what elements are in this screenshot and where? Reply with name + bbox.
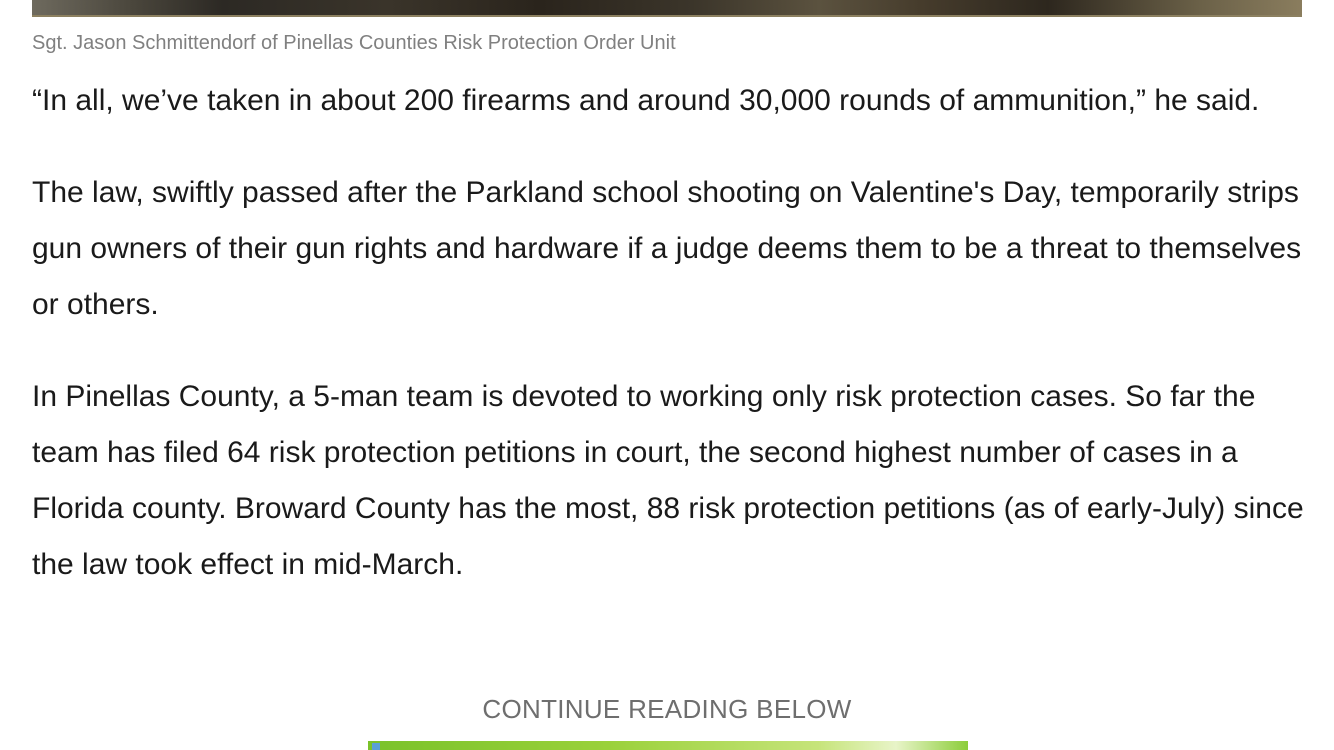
article-photo bbox=[32, 0, 1302, 17]
ad-choices-icon[interactable] bbox=[372, 743, 380, 750]
continue-reading-label: CONTINUE READING BELOW bbox=[482, 694, 852, 724]
photo-caption: Sgt. Jason Schmittendorf of Pinellas Counties Risk Protection Order Unit bbox=[32, 32, 676, 54]
article-paragraph: “In all, we’ve taken in about 200 firearms and around 30,000 rounds of ammunition,” he said. bbox=[32, 84, 1260, 117]
article-paragraph: In Pinellas County, a 5-man team is devoted to working only risk protection cases. So far the team has filed 64 risk protection petitions in court, the second highest number of cases in a Florida county. Broward County has the most, 88 risk protection petitions (as of early-July) since the law took effect in mid-March. bbox=[32, 380, 1304, 581]
advertisement-banner[interactable] bbox=[368, 741, 968, 750]
article-body bbox=[32, 73, 1307, 629]
article-paragraph: The law, swiftly passed after the Parkland school shooting on Valentine's Day, temporarily strips gun owners of their gun rights and hardware if a judge deems them to be a threat to themselves or others. bbox=[32, 176, 1302, 321]
